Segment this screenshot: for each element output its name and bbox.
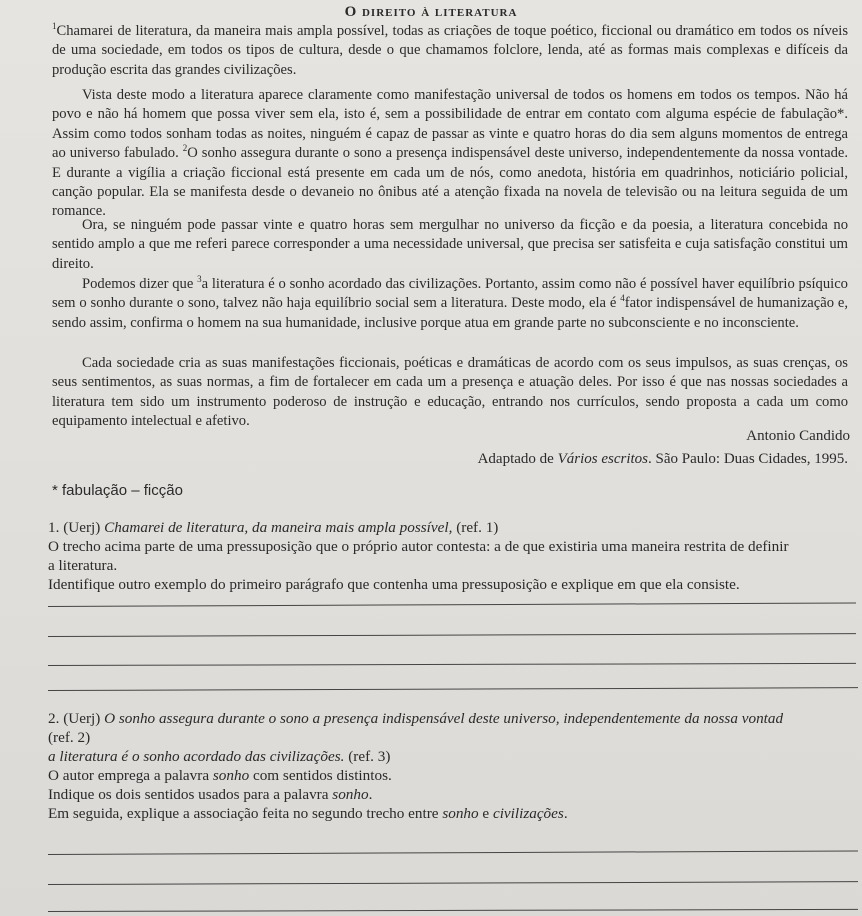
answer-line[interactable] bbox=[48, 687, 858, 691]
question-2-line-5 bbox=[48, 785, 860, 804]
question-2-line-6 bbox=[48, 804, 860, 823]
answer-line[interactable] bbox=[48, 850, 858, 855]
question-2-number: 2. (Uerj) bbox=[48, 710, 105, 727]
paragraph-2-text-a: Vista deste modo a literatura aparece claramente como manifestação universal de todos os homens em todos os tempos. Não há povo e não há homem que possa viver sem ela, isto é, sem a possibilidade de entrar em contato com alguma espécie de fabulação*. Assim como todos sonham todas as noites, ninguém é capaz de passar as vinte e quatro horas do dia sem alguns momentos de entrega ao universo fabulado. bbox=[52, 87, 848, 162]
paragraph-3 bbox=[52, 216, 848, 274]
paragraph-4 bbox=[52, 275, 848, 333]
paragraph-4-text-c: fator indispensável de humanização e, sendo assim, confirma o homem na sua humanidade, inclusive porque atua em grande parte no subconsciente e no inconsciente. bbox=[52, 295, 848, 331]
question-2-line-4 bbox=[48, 766, 860, 785]
keyword-sonho: sonho bbox=[212, 767, 250, 784]
question-2-quote-2: a literatura é o sonho acordado das civilizações. bbox=[48, 748, 345, 765]
question-2-line-6-c: e bbox=[478, 805, 493, 822]
paragraph-2-text-b: O sonho assegura durante o sono a presença indispensável deste universo, independentemente da nossa vontade. E durante a vigília a criação ficcional está presente em cada um de nós, como anedota, história em quadrinhos, noticiário policial, canção popular. Ela se manifesta desde o devaneio no ônibus até a atenção fixada na novela de televisão ou na leitura seguida de um romance. bbox=[52, 145, 848, 220]
question-2-line-6-a: Em seguida, explique a associação feita no segundo trecho entre bbox=[48, 805, 443, 822]
ref-marker-1: 1 bbox=[52, 21, 57, 32]
question-2-line-4-b: com sentidos distintos. bbox=[249, 767, 392, 784]
question-1-number: 1. (Uerj) bbox=[48, 519, 105, 536]
question-1-quote: Chamarei de literatura, da maneira mais ampla possível, bbox=[104, 519, 453, 536]
source-book-title: Vários escritos bbox=[557, 451, 648, 467]
document-title: O direito à literatura bbox=[344, 4, 518, 20]
source-suffix: . São Paulo: Duas Cidades, 1995. bbox=[648, 451, 848, 467]
question-2-ref: (ref. 3) bbox=[344, 748, 391, 765]
footnote: * fabulação – ficção bbox=[52, 482, 183, 499]
question-2-line-5-a: Indique os dois sentidos usados para a palavra bbox=[48, 786, 333, 803]
question-2-line-5-b: . bbox=[368, 786, 373, 803]
paragraph-1-text: Chamarei de literatura, da maneira mais ampla possível, todas as criações de toque poético, ficcional ou dramático em todos os níveis de uma sociedade, em todos os tipos de cultura, desde o que chamamos folclore, lenda, até as formas mais complexas e difíceis da produção escrita das grandes civilizações. bbox=[52, 23, 848, 78]
keyword-civilizacoes: civilizações bbox=[492, 805, 564, 822]
author-name: Antonio Candido bbox=[746, 428, 850, 444]
paragraph-5-text: Cada sociedade cria as suas manifestações ficcionais, poéticas e dramáticas de acordo com os seus impulsos, as suas crenças, os seus sentimentos, as suas normas, a fim de fortalecer em cada um a presença e atuação deles. Por isso é que nas nossas sociedades a literatura tem sido um instrumento poderoso de instrução e educação, entrando nos currículos, sendo proposta a cada um como equipamento intelectual e afetivo. bbox=[52, 355, 848, 430]
question-2-line-1 bbox=[48, 709, 860, 728]
question-2-line-3 bbox=[48, 747, 860, 766]
question-1-line-3: a literatura. bbox=[48, 557, 118, 574]
paragraph-2 bbox=[52, 86, 848, 222]
paragraph-3-text: Ora, se ninguém pode passar vinte e quatro horas sem mergulhar no universo da ficção e da poesia, a literatura concebida no sentido amplo a que me referi parece corresponder a uma necessidade universal, que precisa ser satisfeita e cuja satisfação constitui um direito. bbox=[52, 217, 848, 272]
answer-line[interactable] bbox=[48, 881, 858, 885]
question-1-ref: (ref. 1) bbox=[452, 519, 499, 536]
keyword-sonho: sonho bbox=[442, 805, 479, 822]
question-2-line-4-a: O autor emprega a palavra bbox=[48, 767, 213, 784]
keyword-sonho: sonho bbox=[332, 786, 369, 803]
question-1-line-2: O trecho acima parte de uma pressuposição que o próprio autor contesta: a de que existiria uma maneira restrita de definir bbox=[48, 538, 789, 555]
answer-line[interactable] bbox=[48, 602, 856, 607]
question-1-line-1 bbox=[48, 518, 860, 537]
answer-line[interactable] bbox=[48, 663, 856, 666]
answer-line[interactable] bbox=[48, 633, 856, 637]
source-citation bbox=[478, 451, 848, 468]
source-prefix: Adaptado de bbox=[477, 451, 558, 467]
question-1-line-4: Identifique outro exemplo do primeiro parágrafo que contenha uma pressuposição e explique em que ela consiste. bbox=[48, 576, 740, 593]
ref-marker-4: 4 bbox=[620, 293, 625, 304]
paragraph-1 bbox=[52, 22, 848, 80]
question-2 bbox=[48, 709, 860, 823]
answer-line[interactable] bbox=[48, 909, 858, 912]
paragraph-5 bbox=[52, 354, 848, 432]
paragraph-4-text-a: Podemos dizer que bbox=[82, 276, 198, 292]
question-1 bbox=[48, 518, 860, 594]
question-2-quote-1: O sonho assegura durante o sono a presença indispensável deste universo, independentemente da nossa vontad bbox=[104, 710, 784, 727]
ref-marker-3: 3 bbox=[197, 274, 202, 285]
ref-marker-2: 2 bbox=[182, 143, 188, 154]
question-2-line-2: (ref. 2) bbox=[48, 729, 91, 746]
paragraph-4-text-b: a literatura é o sonho acordado das civilizações. Portanto, assim como não é possível haver equilíbrio psíquico sem o sonho durante o sono, talvez não haja equilíbrio social sem a literatura. Deste modo, ela é bbox=[52, 276, 848, 312]
question-2-line-6-d: . bbox=[563, 805, 568, 822]
